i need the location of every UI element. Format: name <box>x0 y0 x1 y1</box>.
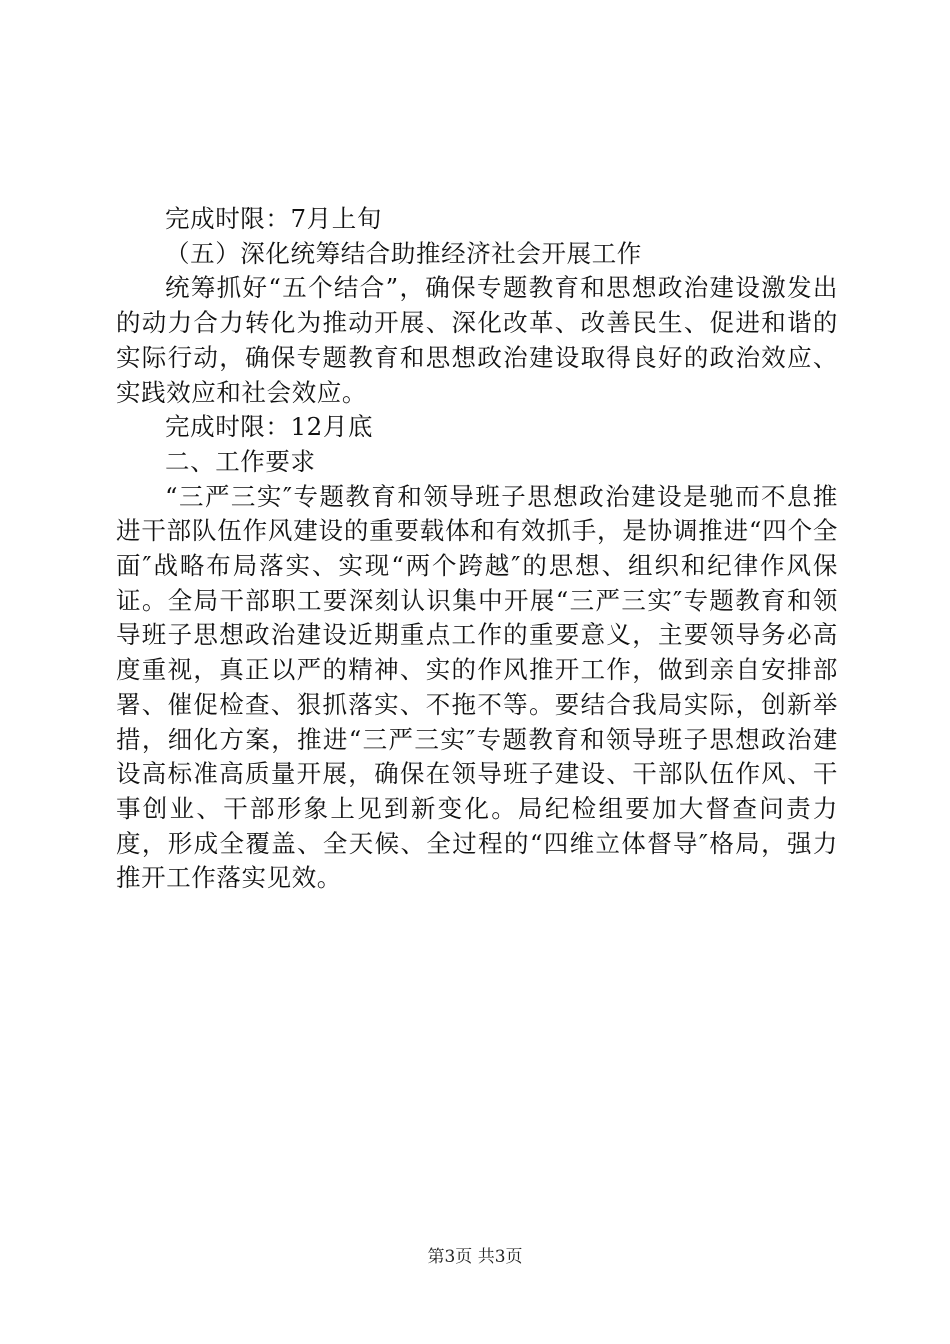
page-footer: 第3页 共3页 <box>427 1247 523 1267</box>
document-body <box>116 202 838 896</box>
paragraph-work-requirements: “三严三实″专题教育和领导班子思想政治建设是驰而不息推进干部队伍作风建设的重要载体和有效抓手，是协调推进“四个全面″战略布局落实、实现“两个跨越″的思想、组织和纪律作风保证。全局干部职工要深刻认识集中开展“三严三实″专题教育和领导班子思想政治建设近期重点工作的重要意义，主要领导务必高度重视，真正以严的精神、实的作风推开工作，做到亲自安排部署、催促检查、狠抓落实、不拖不等。要结合我局实际，创新举措，细化方案，推进“三严三实″专题教育和领导班子思想政治建设高标准高质量开展，确保在领导班子建设、干部队伍作风、干事创业、干部形象上见到新变化。局纪检组要加大督查问责力度，形成全覆盖、全天候、全过程的“四维立体督导″格局，强力推开工作落实见效。 <box>116 481 838 893</box>
paragraph-deadline-july: 完成时限：7月上旬 <box>165 204 382 233</box>
section-heading-five: （五）深化统筹结合助推经济社会开展工作 <box>165 238 642 268</box>
section-heading-work-requirements: 二、工作要求 <box>165 446 316 476</box>
paragraph-five-combinations: 统筹抓好“五个结合”，确保专题教育和思想政治建设激发出的动力合力转化为推动开展、深化改革、改善民生、促进和谐的实际行动，确保专题教育和思想政治建设取得良好的政治效应、实践效应和社会效应。 <box>116 273 838 407</box>
paragraph-deadline-december: 完成时限：12月底 <box>165 412 374 442</box>
